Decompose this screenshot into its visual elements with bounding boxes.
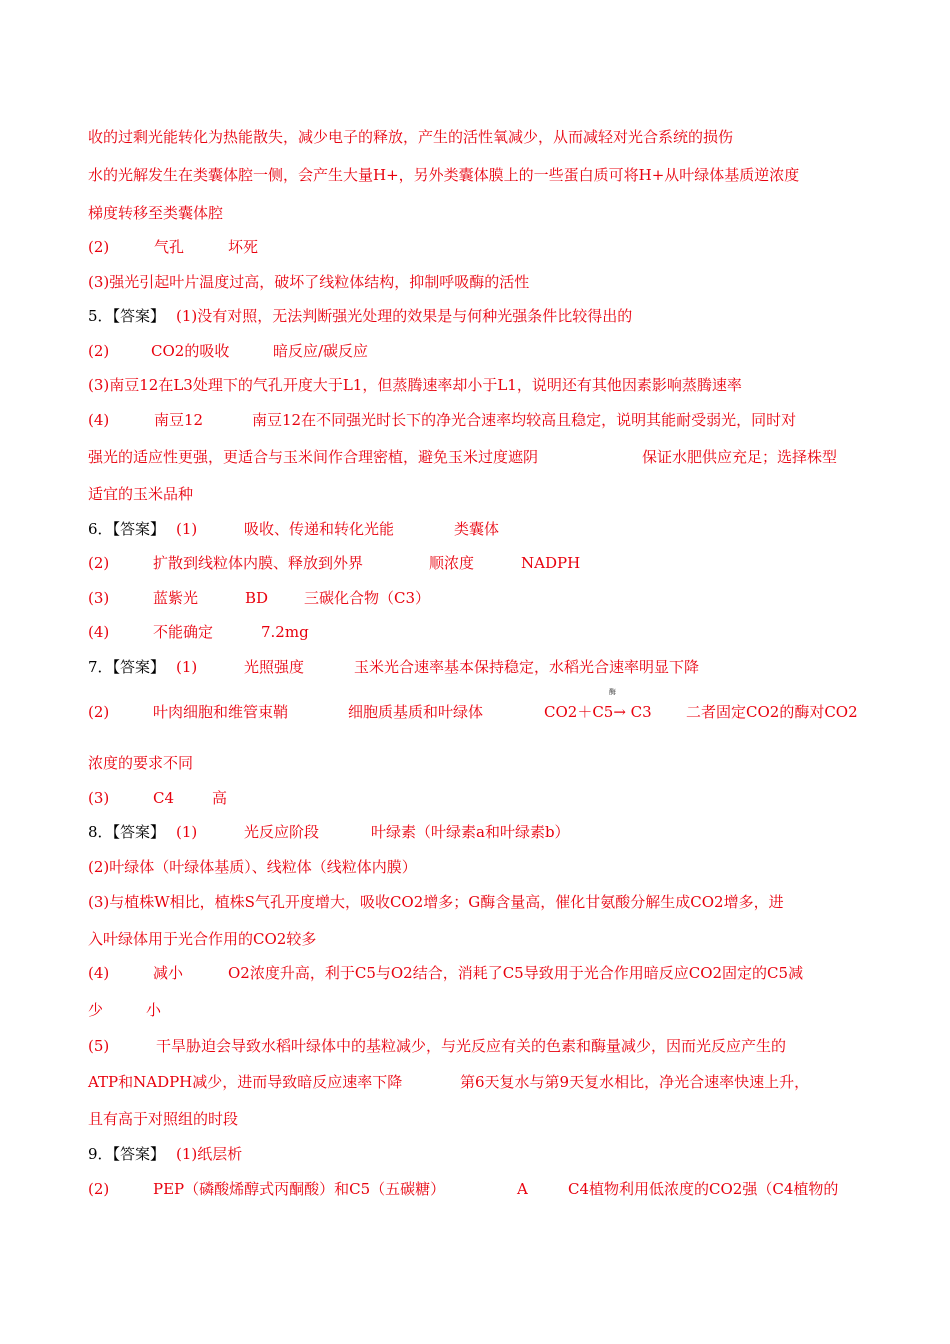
answer-text: (3)强光引起叶片温度过高，破坏了线粒体结构，抑制呼吸酶的活性: [88, 273, 530, 291]
answer-text: 第6天复水与第9天复水相比，净光合速率快速上升，: [460, 1073, 810, 1091]
answer-text: 光照强度: [244, 658, 305, 676]
answer-text: 保证水肥供应充足；选择株型: [642, 448, 838, 466]
answer-text: 且有高于对照组的时段: [88, 1110, 239, 1128]
answer-text: 扩散到线粒体内膜、释放到外界: [153, 554, 364, 572]
answer-text: 南豆12: [154, 411, 204, 429]
answer-text: 小: [146, 1001, 162, 1019]
answer-text: (2): [88, 703, 110, 721]
answer-text: 少: [88, 1001, 104, 1019]
answer-text: (5): [88, 1037, 110, 1055]
answer-text: (4): [88, 964, 110, 982]
answer-text: (2): [88, 554, 110, 572]
question-label: 7．【答案】: [88, 658, 166, 676]
answer-text: 7.2mg: [261, 623, 309, 641]
answer-text: 三碳化合物（C3）: [304, 589, 431, 607]
reaction-equation: CO2＋C5→ C3: [544, 703, 652, 721]
answer-text: (2): [88, 238, 110, 256]
question-label: 5．【答案】: [88, 307, 166, 325]
answer-text: (1): [176, 520, 198, 538]
answer-text: 顺浓度: [429, 554, 475, 572]
answer-text: 气孔: [154, 238, 185, 256]
answer-text: (1)纸层析: [176, 1145, 243, 1163]
enzyme-label: 酶: [609, 688, 616, 696]
answer-text: 类囊体: [454, 520, 500, 538]
answer-text: (3)南豆12在L3处理下的气孔开度大于L1，但蒸腾速率却小于L1，说明还有其他因素影响蒸腾速率: [88, 376, 742, 394]
answer-text: 吸收、传递和转化光能: [244, 520, 395, 538]
answer-text: (3): [88, 789, 110, 807]
answer-text: C4植物利用低浓度的CO2强（C4植物的: [568, 1180, 839, 1198]
answer-text: (2)叶绿体（叶绿体基质）、线粒体（线粒体内膜）: [88, 858, 417, 876]
answer-text: 光反应阶段: [244, 823, 320, 841]
answer-text: A: [517, 1180, 528, 1198]
answer-text: (2): [88, 1180, 110, 1198]
answer-text: (4): [88, 623, 110, 641]
answer-text: 适宜的玉米品种: [88, 485, 194, 503]
question-label: 8．【答案】: [88, 823, 166, 841]
answer-text: 坏死: [228, 238, 259, 256]
answer-text: NADPH: [521, 554, 581, 572]
answer-text: 浓度的要求不同: [88, 754, 194, 772]
answer-text: 梯度转移至类囊体腔: [88, 204, 224, 222]
answer-text: (3): [88, 589, 110, 607]
answer-text: 二者固定CO2的酶对CO2: [686, 703, 858, 721]
answer-text: 入叶绿体用于光合作用的CO2较多: [88, 930, 317, 948]
answer-text: CO2的吸收: [151, 342, 230, 360]
answer-text: 不能确定: [153, 623, 214, 641]
answer-text: PEP（磷酸烯醇式丙酮酸）和C5（五碳糖）: [153, 1180, 446, 1198]
answer-text: BD: [245, 589, 269, 607]
answer-text: (1)没有对照，无法判断强光处理的效果是与何种光强条件比较得出的: [176, 307, 633, 325]
question-label: 9．【答案】: [88, 1145, 166, 1163]
answer-text: 强光的适应性更强，更适合与玉米间作合理密植，避免玉米过度遮阴: [88, 448, 539, 466]
answer-text: 高: [212, 789, 228, 807]
answer-text: 蓝紫光: [153, 589, 199, 607]
answer-text: 收的过剩光能转化为热能散失，减少电子的释放，产生的活性氧减少，从而减轻对光合系统的损伤: [88, 128, 734, 146]
answer-text: 水的光解发生在类囊体腔一侧，会产生大量H+，另外类囊体膜上的一些蛋白质可将H+从叶绿体基质逆浓度: [88, 166, 800, 184]
answer-text: 减小: [153, 964, 184, 982]
answer-text: 叶肉细胞和维管束鞘: [153, 703, 289, 721]
answer-text: O2浓度升高，利于C5与O2结合，消耗了C5导致用于光合作用暗反应CO2固定的C5减: [228, 964, 804, 982]
answer-text: (2): [88, 342, 110, 360]
answer-text: (1): [176, 658, 198, 676]
answer-text: 暗反应/碳反应: [273, 342, 369, 360]
answer-text: C4: [153, 789, 175, 807]
answer-text: (4): [88, 411, 110, 429]
answer-text: 细胞质基质和叶绿体: [348, 703, 484, 721]
answer-text: (3)与植株W相比，植株S气孔开度增大，吸收CO2增多；G酶含量高，催化甘氨酸分解生成CO2增多，进: [88, 893, 784, 911]
answer-text: ATP和NADPH减少，进而导致暗反应速率下降: [88, 1073, 403, 1091]
answer-text: 玉米光合速率基本保持稳定，水稻光合速率明显下降: [354, 658, 700, 676]
answer-text: 干旱胁迫会导致水稻叶绿体中的基粒减少，与光反应有关的色素和酶量减少，因而光反应产生的: [156, 1037, 787, 1055]
answer-text: 南豆12在不同强光时长下的净光合速率均较高且稳定，说明其能耐受弱光，同时对: [252, 411, 797, 429]
answer-text: 叶绿素（叶绿素a和叶绿素b）: [371, 823, 570, 841]
question-label: 6．【答案】: [88, 520, 166, 538]
answer-text: (1): [176, 823, 198, 841]
